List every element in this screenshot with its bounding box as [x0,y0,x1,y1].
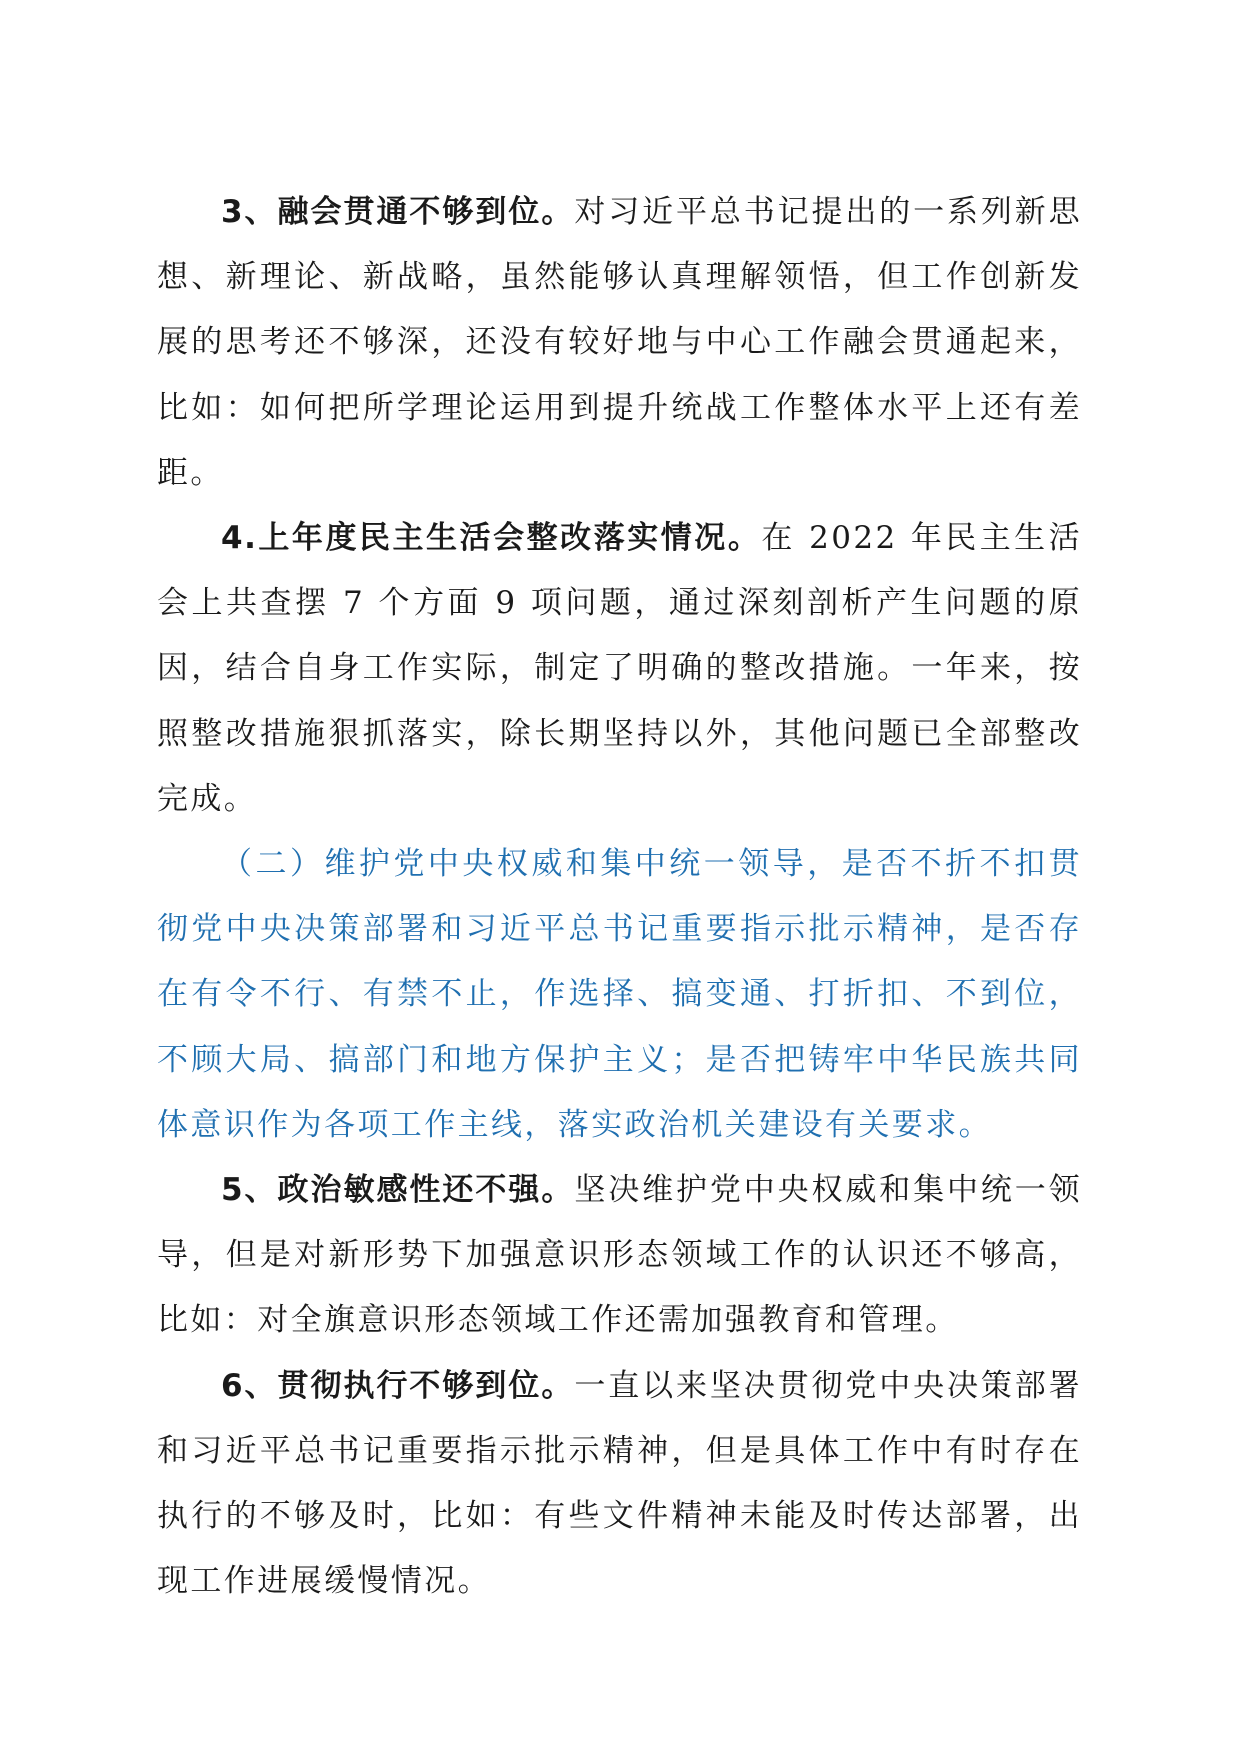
paragraph-item-6 [157,1354,1082,1615]
paragraph-heading: 4.上年度民主生活会整改落实情况。 [221,520,762,557]
paragraph-text: 在 2022 年民主生活会上共查摆 7 个方面 9 项问题，通过深刻剖析产生问题的原因，结合自身工作实际，制定了明确的整改措施。一年来，按照整改措施狠抓落实，除长期坚持以外，其他问题已全部整改完成。 [157,520,1082,817]
paragraph-text: 一直以来坚决贯彻党中央决策部署和习近平总书记重要指示批示精神，但是具体工作中有时存在执行的不够及时，比如：有些文件精神未能及时传达部署，出现工作进展缓慢情况。 [157,1367,1083,1600]
paragraph-heading: 5、政治敏感性还不强。 [221,1172,575,1209]
paragraph-text: 对习近平总书记提出的一系列新思想、新理论、新战略，虽然能够认真理解领悟，但工作创新发展的思考还不够深，还没有较好地与中心工作融会贯通起来，比如：如何把所学理论运用到提升统战工作整体水平上还有差距。 [157,194,1083,491]
paragraph-heading: 6、贯彻执行不够到位。 [221,1367,575,1404]
section-title-2: （二）维护党中央权威和集中统一领导，是否不折不扣贯彻党中央决策部署和习近平总书记重要指示批示精神，是否存在有令不行、有禁不止，作选择、搞变通、打折扣、不到位，不顾大局、搞部门和地方保护主义；是否把铸牢中华民族共同体意识作为各项工作主线，落实政治机关建设有关要求。 [157,846,1082,1143]
paragraph-heading: 3、融会贯通不够到位。 [221,194,575,230]
paragraph-text: 坚决维护党中央权威和集中统一领导，但是对新形势下加强意识形态领域工作的认识还不够高，比如：对全旗意识形态领域工作还需加强教育和管理。 [157,1172,1083,1339]
paragraph-item-3 [157,180,1082,506]
document-body [157,180,1082,1614]
paragraph-item-4 [157,506,1082,832]
paragraph-item-5 [157,1158,1082,1354]
